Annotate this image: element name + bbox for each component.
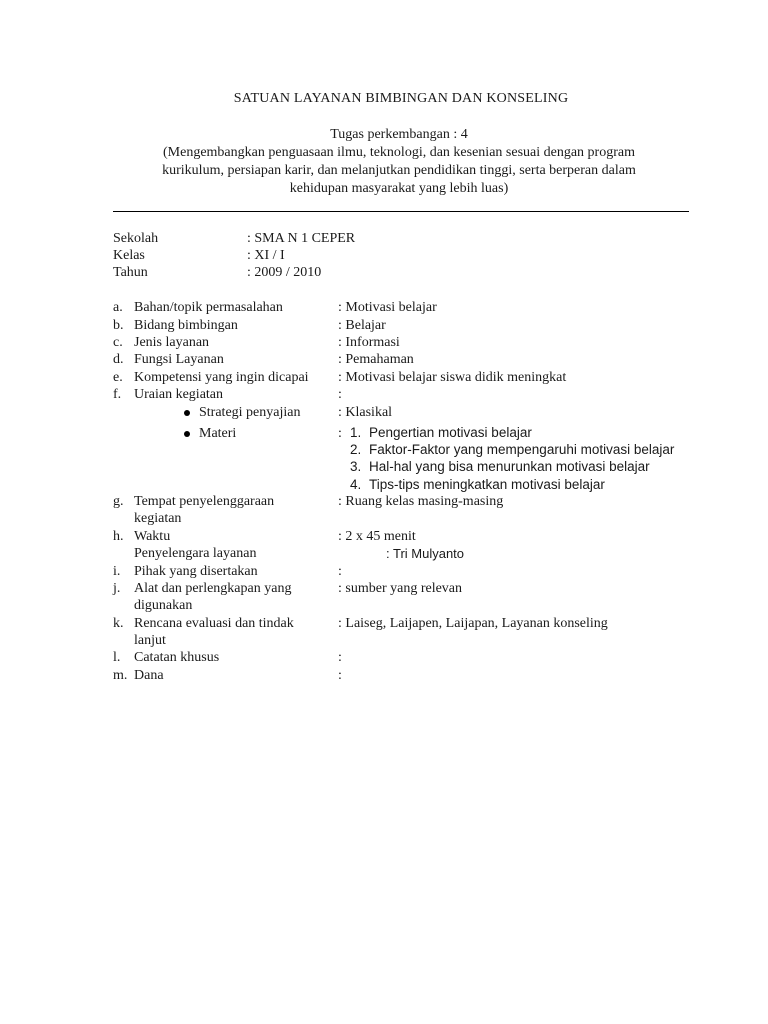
item-letter-l: l. bbox=[113, 650, 121, 665]
item-value-h: : 2 x 45 menit bbox=[338, 529, 416, 544]
item-label-m: Dana bbox=[134, 668, 164, 683]
item-value-i: : bbox=[338, 564, 342, 579]
item-label-k-continued: lanjut bbox=[134, 633, 166, 648]
item-value-b: : Belajar bbox=[338, 318, 386, 333]
item-value-a: : Motivasi belajar bbox=[338, 300, 437, 315]
item-letter-j: j. bbox=[113, 581, 121, 596]
item-label-a: Bahan/topik permasalahan bbox=[134, 300, 283, 315]
sub-label-materi: Materi bbox=[199, 426, 237, 441]
item-value-f: : bbox=[338, 387, 342, 402]
sub-label-strategi: Strategi penyajian bbox=[199, 405, 301, 420]
item-value-c: : Informasi bbox=[338, 335, 400, 350]
item-label-penyelenggara: Penyelengara layanan bbox=[134, 546, 257, 561]
item-label-g-continued: kegiatan bbox=[134, 511, 182, 526]
item-letter-a: a. bbox=[113, 300, 123, 315]
item-label-e: Kompetensi yang ingin dicapai bbox=[134, 370, 309, 385]
sub-value-strategi: : Klasikal bbox=[338, 405, 393, 420]
item-letter-g: g. bbox=[113, 494, 124, 509]
identity-value-tahun: : 2009 / 2010 bbox=[247, 265, 322, 280]
item-letter-b: b. bbox=[113, 318, 124, 333]
identity-label-tahun: Tahun bbox=[113, 265, 148, 280]
item-letter-e: e. bbox=[113, 370, 123, 385]
identity-value-kelas: : XI / I bbox=[247, 248, 285, 263]
item-label-d: Fungsi Layanan bbox=[134, 352, 224, 367]
item-value-d: : Pemahaman bbox=[338, 352, 414, 367]
item-value-l: : bbox=[338, 650, 342, 665]
item-value-k: : Laiseg, Laijapen, Laijapan, Layanan konseling bbox=[338, 616, 608, 631]
item-letter-i: i. bbox=[113, 564, 121, 579]
item-label-h: Waktu bbox=[134, 529, 171, 544]
item-label-f: Uraian kegiatan bbox=[134, 387, 224, 402]
bullet-materi bbox=[184, 431, 190, 437]
item-label-k: Rencana evaluasi dan tindak bbox=[134, 616, 294, 631]
item-value-e: : Motivasi belajar siswa didik meningkat bbox=[338, 370, 567, 385]
item-label-j-continued: digunakan bbox=[134, 598, 193, 613]
item-label-l: Catatan khusus bbox=[134, 650, 220, 665]
materi-number-4: 4. bbox=[350, 477, 362, 492]
identity-value-sekolah: : SMA N 1 CEPER bbox=[247, 231, 356, 246]
materi-number-2: 2. bbox=[350, 442, 362, 457]
item-letter-h: h. bbox=[113, 529, 124, 544]
item-label-j: Alat dan perlengkapan yang bbox=[134, 581, 292, 596]
task-description-line-2: kurikulum, persiapan karir, dan melanjutkan pendidikan tinggi, serta berperan dalam bbox=[162, 163, 636, 178]
document-title: SATUAN LAYANAN BIMBINGAN DAN KONSELING bbox=[233, 91, 569, 106]
item-value-m: : bbox=[338, 668, 342, 683]
item-letter-m: m. bbox=[113, 668, 128, 683]
task-description-line-1: (Mengembangkan penguasaan ilmu, teknologi, dan kesenian sesuai dengan program bbox=[163, 145, 635, 160]
task-line: Tugas perkembangan : 4 bbox=[330, 127, 468, 142]
item-label-c: Jenis layanan bbox=[134, 335, 210, 350]
item-letter-d: d. bbox=[113, 352, 124, 367]
item-value-j: : sumber yang relevan bbox=[338, 581, 463, 596]
sub-colon-materi: : bbox=[338, 426, 342, 441]
materi-number-1: 1. bbox=[350, 425, 362, 440]
item-value-penyelenggara: : Tri Mulyanto bbox=[386, 546, 465, 561]
materi-text-3: Hal-hal yang bisa menurunkan motivasi belajar bbox=[369, 459, 650, 474]
item-value-g: : Ruang kelas masing-masing bbox=[338, 494, 504, 509]
bullet-strategi bbox=[184, 410, 190, 416]
item-label-i: Pihak yang disertakan bbox=[134, 564, 258, 579]
item-letter-f: f. bbox=[113, 387, 122, 402]
task-description-line-3: kehidupan masyarakat yang lebih luas) bbox=[289, 181, 509, 196]
horizontal-divider bbox=[113, 211, 689, 212]
item-label-g: Tempat penyelenggaraan bbox=[134, 494, 275, 509]
item-label-b: Bidang bimbingan bbox=[134, 318, 238, 333]
item-letter-k: k. bbox=[113, 616, 124, 631]
materi-number-3: 3. bbox=[350, 459, 362, 474]
identity-label-sekolah: Sekolah bbox=[113, 231, 159, 246]
materi-text-4: Tips-tips meningkatkan motivasi belajar bbox=[369, 477, 605, 492]
identity-label-kelas: Kelas bbox=[113, 248, 145, 263]
materi-text-2: Faktor-Faktor yang mempengaruhi motivasi belajar bbox=[369, 442, 675, 457]
materi-text-1: Pengertian motivasi belajar bbox=[369, 425, 532, 440]
item-letter-c: c. bbox=[113, 335, 123, 350]
